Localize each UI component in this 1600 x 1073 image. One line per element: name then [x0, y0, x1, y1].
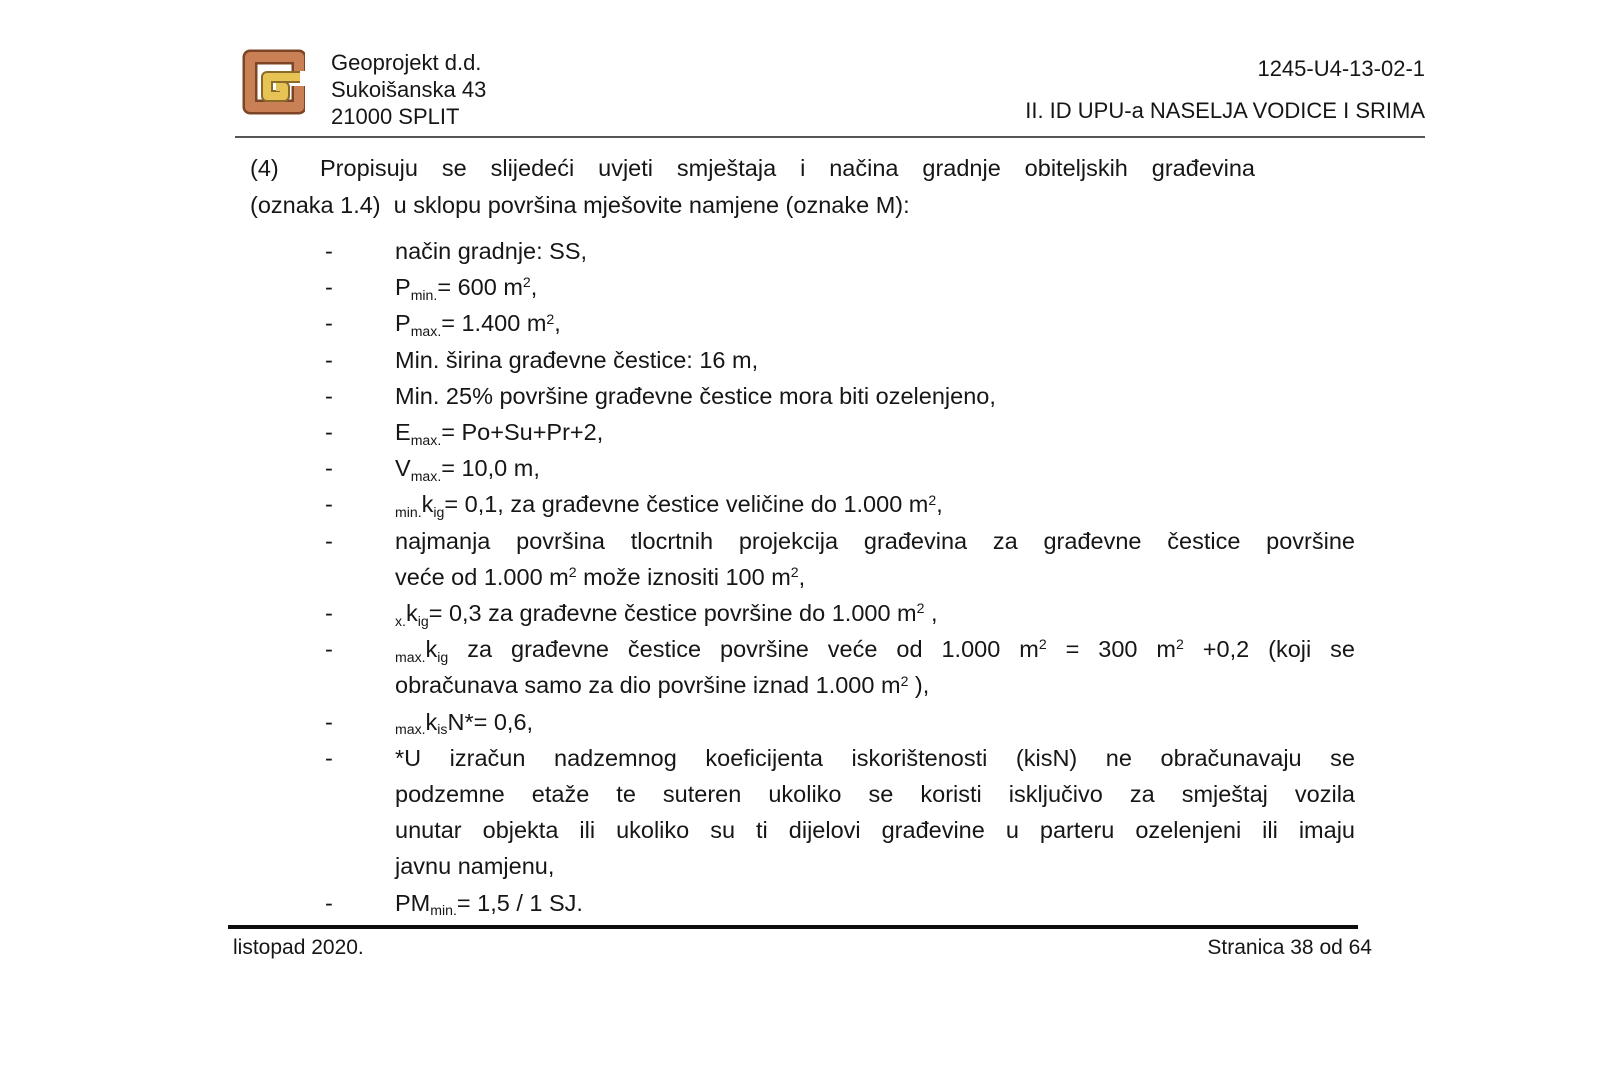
list-item-line: $V_{max.}= 10,0$ m, — [395, 455, 540, 484]
paragraph-number: (4) — [250, 155, 279, 181]
list-item — [250, 595, 1355, 631]
list-item-marker: - — [325, 600, 333, 627]
list-item-marker: - — [325, 708, 333, 735]
list-item-line: $P_{min.}= 600$ $m^2$, — [395, 274, 538, 303]
doc-number: 1245-U4-13-02-1 — [1257, 56, 1425, 81]
company-name: Geoprojekt d.d. — [331, 50, 482, 75]
list-item-line: podzemne etaže te suteren ukoliko se koristi isključivo za smještaj vozila — [395, 781, 1355, 808]
page-footer — [233, 934, 1372, 962]
list-item — [250, 704, 1355, 740]
footer-rule — [228, 925, 1358, 929]
company-street: Sukoišanska 43 — [331, 77, 487, 102]
list-item-marker: - — [325, 527, 333, 554]
list-item-line: način gradnje: SS, — [395, 238, 588, 264]
list-item-marker: - — [325, 382, 333, 409]
list-item — [250, 305, 1355, 341]
list-item-text — [395, 595, 1355, 631]
list-item-text — [395, 450, 1355, 486]
list-item-line: $_{x.}k_{ig}= 0,3$ za građevne čestice površine do 1.000 $m^2$ , — [395, 600, 938, 629]
list-item-line: veće od 1.000 $m^2$ može iznositi 100 $m^2$, — [395, 563, 806, 590]
list-item-text — [395, 378, 1355, 414]
list-item — [250, 269, 1355, 305]
list-item-text — [395, 305, 1355, 341]
list-item-line: $_{max.}k_{is}N*= 0,6$, — [395, 708, 534, 738]
list-item — [250, 740, 1355, 885]
company-city: 21000 SPLIT — [331, 104, 460, 129]
list-item — [250, 450, 1355, 486]
document-body — [250, 150, 1355, 921]
list-item-marker: - — [325, 419, 333, 446]
list-item — [250, 378, 1355, 414]
list-item-text — [395, 414, 1355, 450]
conditions-list — [250, 233, 1355, 921]
list-item-line: javnu namjenu, — [395, 853, 555, 880]
list-item-text — [395, 486, 1355, 522]
list-item-text — [395, 740, 1355, 885]
list-item-line: $_{max.}k_{ig}$ za građevne čestice površine veće od 1.000 $m^2 = 300$ $m^2 +0,2$ (koji se — [395, 636, 1356, 665]
list-item-line: $P_{max.}= 1.400$ $m^2$, — [395, 310, 561, 339]
list-item-text — [395, 342, 1355, 378]
list-item — [250, 885, 1355, 921]
intro-paragraph — [250, 150, 1255, 224]
company-block — [331, 46, 486, 132]
list-item — [250, 523, 1355, 595]
list-item-text — [395, 523, 1355, 595]
page-header — [237, 46, 1425, 132]
list-item — [250, 414, 1355, 450]
list-item — [250, 233, 1355, 269]
list-item-line: $_{min.}k_{ig}= 0,1$, za građevne čestice veličine do 1.000 $m^2$, — [395, 491, 943, 520]
list-item-line: Min. širina građevne čestice: 16 m, — [395, 346, 759, 373]
list-item-text — [395, 885, 1355, 921]
paragraph-line: (4) Propisuju se slijedeći uvjeti smještaja i načina gradnje obiteljskih građevina — [250, 150, 1255, 187]
list-item-marker: - — [325, 346, 333, 373]
list-item-text — [395, 233, 1355, 269]
geoprojekt-logo-icon — [237, 46, 305, 118]
list-item-marker: - — [325, 636, 333, 663]
list-item-marker: - — [325, 310, 333, 337]
header-left — [237, 46, 486, 132]
list-item-marker: - — [325, 238, 333, 264]
list-item — [250, 486, 1355, 522]
list-item-line: *U izračun nadzemnog koeficijenta iskorištenosti (kisN) ne obračunavaju se — [395, 744, 1355, 771]
list-item — [250, 631, 1355, 703]
list-item-line: $E_{max.}= Po+Su+Pr+2$, — [395, 419, 604, 448]
header-right — [1025, 46, 1425, 132]
list-item-text — [395, 704, 1355, 740]
list-item-line: $PM_{min.}= 1,5 / 1$ SJ. — [395, 889, 583, 919]
list-item-line: Min. 25% površine građevne čestice mora biti ozelenjeno, — [395, 382, 996, 409]
list-item-marker: - — [325, 491, 333, 518]
paragraph-line: (oznaka 1.4) u sklopu površina mješovite namjene (oznake M): — [250, 192, 910, 218]
doc-title: II. ID UPU-a NASELJA VODICE I SRIMA — [1025, 98, 1425, 123]
list-item-marker: - — [325, 744, 333, 771]
list-item-line: unutar objekta ili ukoliko su ti dijelovi građevine u parteru ozelenjeni ili imaju — [395, 817, 1355, 844]
footer-date: listopad 2020. — [233, 936, 364, 959]
list-item-text — [395, 269, 1355, 305]
list-item-marker: - — [325, 455, 333, 482]
list-item — [250, 342, 1355, 378]
list-item-line: najmanja površina tlocrtnih projekcija građevina za građevne čestice površine — [395, 527, 1355, 554]
list-item-marker: - — [325, 274, 333, 301]
list-item-text — [395, 631, 1355, 703]
header-rule — [235, 136, 1425, 138]
list-item-line: obračunava samo za dio površine iznad 1.000 $m^2$ ), — [395, 672, 930, 699]
list-item-marker: - — [325, 889, 333, 916]
footer-page-number: Stranica 38 od 64 — [1207, 936, 1372, 959]
